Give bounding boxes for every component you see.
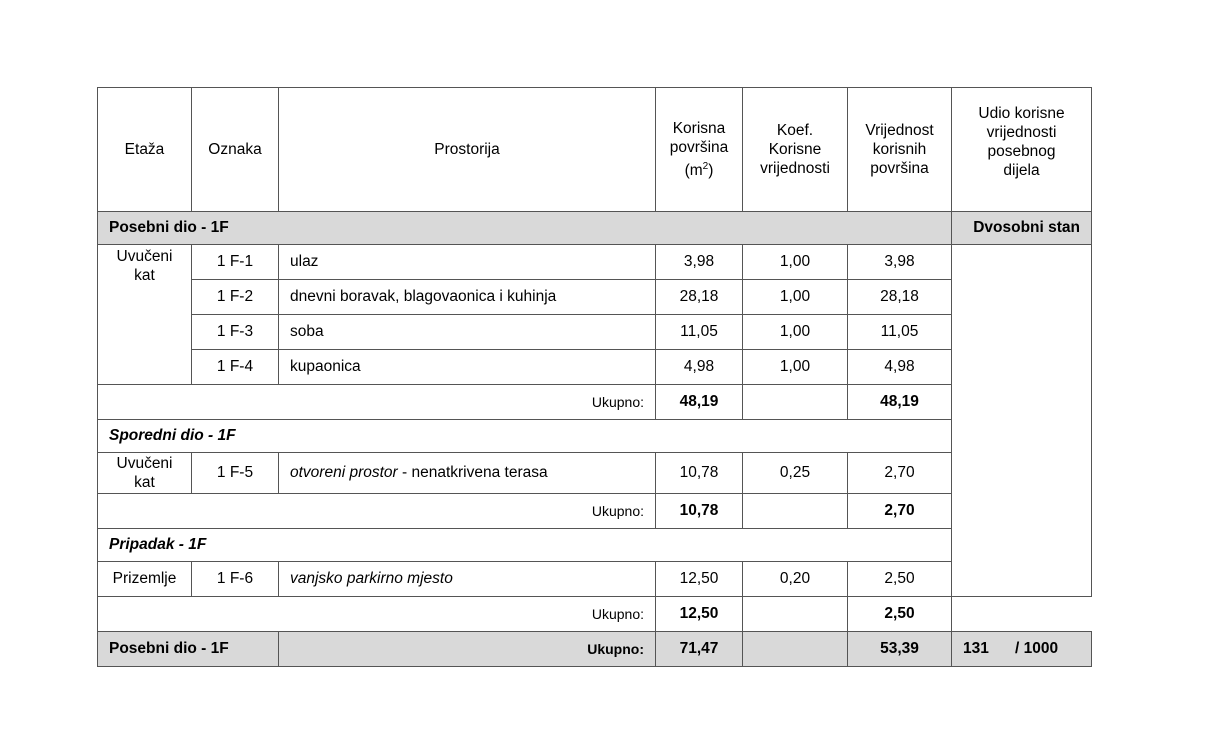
vrijednost-cell: 2,50 — [848, 562, 952, 597]
subtotal-label: Ukupno: — [98, 597, 656, 632]
header-text: Koef. — [776, 122, 814, 139]
subtotal-row — [98, 385, 1092, 420]
table-header-row — [98, 88, 1092, 212]
subtotal-povrsina: 48,19 — [656, 385, 743, 420]
table-row — [98, 453, 1092, 494]
koef-cell: 0,25 — [743, 453, 848, 494]
header-text: dijela — [1003, 162, 1040, 179]
vrijednost-cell: 11,05 — [848, 315, 952, 350]
oznaka-cell: 1 F-6 — [192, 562, 279, 597]
povrsina-cell: 11,05 — [656, 315, 743, 350]
oznaka-cell: 1 F-5 — [192, 453, 279, 494]
header-text: Korisne — [768, 141, 822, 158]
koef-cell: 1,00 — [743, 315, 848, 350]
header-text: Korisna — [672, 119, 726, 137]
header-text: (m — [684, 162, 703, 180]
etaza-cell — [98, 453, 192, 494]
header-text: posebnog — [987, 143, 1056, 160]
header-vrijednost — [848, 88, 952, 212]
grand-total-row — [98, 632, 1092, 667]
udio-numerator: 131 — [963, 640, 989, 657]
prostorija-rest: - nenatkrivena terasa — [397, 464, 548, 481]
povrsina-cell: 3,98 — [656, 245, 743, 280]
header-korisna-povrsina — [656, 88, 743, 212]
prostorija-cell: ulaz — [279, 245, 656, 280]
section-title: Sporedni dio - 1F — [98, 420, 952, 453]
oznaka-cell: 1 F-2 — [192, 280, 279, 315]
subtotal-povrsina: 12,50 — [656, 597, 743, 632]
etaza-text: kat — [134, 267, 155, 284]
udio-denominator: / 1000 — [1015, 640, 1059, 657]
header-text: vrijednosti — [760, 160, 830, 177]
povrsina-cell: 28,18 — [656, 280, 743, 315]
table-row — [98, 315, 1092, 350]
vrijednost-cell: 4,98 — [848, 350, 952, 385]
oznaka-cell: 1 F-1 — [192, 245, 279, 280]
subtotal-koef-empty — [743, 494, 848, 529]
koef-cell: 1,00 — [743, 280, 848, 315]
header-text: površina — [870, 160, 929, 177]
prostorija-cell: kupaonica — [279, 350, 656, 385]
header-text: površina — [669, 138, 729, 156]
prostorija-cell: dnevni boravak, blagovaonica i kuhinja — [279, 280, 656, 315]
grand-total-koef-empty — [743, 632, 848, 667]
table-row — [98, 562, 1092, 597]
oznaka-cell: 1 F-4 — [192, 350, 279, 385]
section-title: Pripadak - 1F — [98, 529, 952, 562]
grand-total-udio — [952, 632, 1092, 667]
etaza-cell — [98, 245, 192, 385]
header-prostorija: Prostorija — [279, 88, 656, 212]
table-row — [98, 280, 1092, 315]
koef-cell: 1,00 — [743, 350, 848, 385]
etaza-text: Uvučeni — [116, 248, 173, 265]
section-header-posebni — [98, 212, 1092, 245]
povrsina-cell: 12,50 — [656, 562, 743, 597]
header-etaza: Etaža — [98, 88, 192, 212]
subtotal-vrijednost: 2,70 — [848, 494, 952, 529]
header-text: vrijednosti — [986, 124, 1057, 141]
header-text: Vrijednost — [865, 122, 934, 139]
vrijednost-cell: 3,98 — [848, 245, 952, 280]
prostorija-cell: soba — [279, 315, 656, 350]
subtotal-vrijednost: 48,19 — [848, 385, 952, 420]
subtotal-label: Ukupno: — [98, 385, 656, 420]
header-text: korisnih — [872, 141, 927, 158]
header-koef — [743, 88, 848, 212]
povrsina-cell: 10,78 — [656, 453, 743, 494]
subtotal-povrsina: 10,78 — [656, 494, 743, 529]
subtotal-row — [98, 494, 1092, 529]
section-title: Posebni dio - 1F — [98, 212, 952, 245]
section-header-pripadak — [98, 529, 1092, 562]
unit-type: Dvosobni stan — [952, 212, 1092, 245]
etaza-text: kat — [134, 474, 155, 491]
grand-total-povrsina: 71,47 — [656, 632, 743, 667]
udio-empty-cell — [952, 245, 1092, 597]
subtotal-koef-empty — [743, 385, 848, 420]
povrsina-cell: 4,98 — [656, 350, 743, 385]
oznaka-cell: 1 F-3 — [192, 315, 279, 350]
subtotal-row — [98, 597, 1092, 632]
subtotal-label: Ukupno: — [98, 494, 656, 529]
vrijednost-cell: 2,70 — [848, 453, 952, 494]
table-row — [98, 350, 1092, 385]
subtotal-vrijednost: 2,50 — [848, 597, 952, 632]
prostorija-cell — [279, 453, 656, 494]
vrijednost-cell: 28,18 — [848, 280, 952, 315]
grand-total-ukupno-label: Ukupno: — [279, 632, 656, 667]
area-table — [97, 87, 1092, 667]
koef-cell: 1,00 — [743, 245, 848, 280]
prostorija-italic: otvoreni prostor — [290, 464, 398, 481]
table-row — [98, 245, 1092, 280]
etaza-text: Uvučeni — [116, 455, 173, 472]
header-oznaka: Oznaka — [192, 88, 279, 212]
header-sup: 2 — [702, 160, 709, 172]
grand-total-vrijednost: 53,39 — [848, 632, 952, 667]
prostorija-cell: vanjsko parkirno mjesto — [279, 562, 656, 597]
header-udio — [952, 88, 1092, 212]
header-text: ) — [708, 162, 714, 180]
grand-total-label: Posebni dio - 1F — [98, 632, 279, 667]
koef-cell: 0,20 — [743, 562, 848, 597]
section-header-sporedni — [98, 420, 1092, 453]
subtotal-koef-empty — [743, 597, 848, 632]
etaza-cell: Prizemlje — [98, 562, 192, 597]
header-text: Udio korisne — [978, 105, 1065, 122]
